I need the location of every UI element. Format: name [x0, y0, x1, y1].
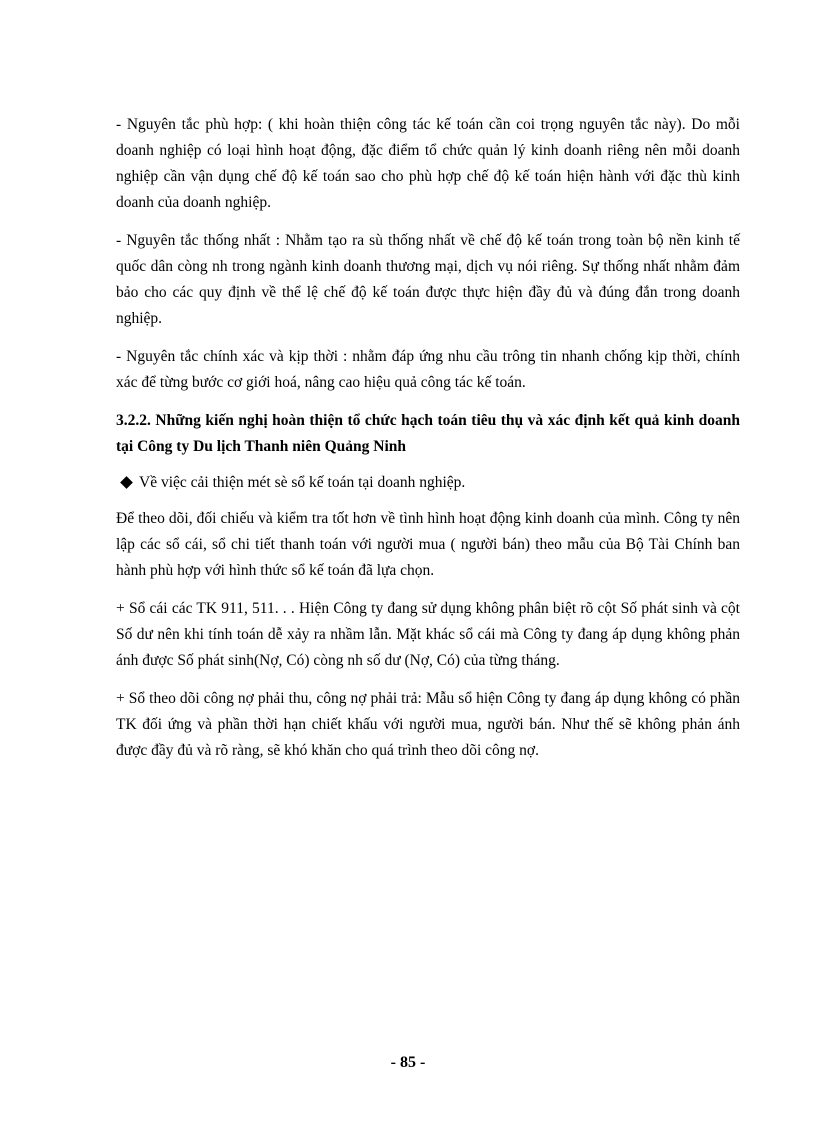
paragraph-general-ledger: + Sổ cái các TK 911, 511. . . Hiện Công ty đang sử dụng không phân biệt rõ cột Số phát sinh và cột Số dư nên khi tính toán dễ xảy ra nhầm lẫn. Mặt khác sổ cái mà Công ty đang áp dụng không phản ánh được Số phát sinh(Nợ, Có) còng nh số dư (Nợ, Có) của từng tháng. [116, 600, 740, 669]
paragraph-principle-fit: - Nguyên tắc phù hợp: ( khi hoàn thiện công tác kế toán cần coi trọng nguyên tắc này). Do mỗi doanh nghiệp có loại hình hoạt động, đặc điểm tổ chức quản lý kinh doanh riêng nên mỗi doanh nghiệp cần vận dụng chế độ kế toán sao cho phù hợp chế độ kế toán hiện hành với đặc thù kinh doanh của doanh nghiệp. [116, 116, 740, 211]
diamond-bullet-icon [120, 477, 133, 490]
paragraph-ledger-intro: Để theo dõi, đối chiếu và kiểm tra tốt hơn về tình hình hoạt động kinh doanh của mình. Công ty nên lập các sổ cái, sổ chi tiết thanh toán với người mua ( người bán) theo mẫu của Bộ Tài Chính ban hành phù hợp với hình thức sổ kế toán đã lựa chọn. [116, 510, 740, 579]
bullet-item [116, 470, 740, 496]
document-body [116, 112, 740, 776]
bullet-text: Về việc cải thiện mét sè sổ kế toán tại doanh nghiệp. [139, 474, 466, 491]
page-number: - 85 - [390, 1054, 426, 1071]
paragraph-debt-ledger: + Sổ theo dõi công nợ phải thu, công nợ phải trả: Mẫu sổ hiện Công ty đang áp dụng không có phần TK đối ứng và phần thời hạn chiết khấu với người mua, người bán. Như thế sẽ không phản ánh được đầy đủ và rõ ràng, sẽ khó khăn cho quá trình theo dõi công nợ. [116, 690, 740, 759]
paragraph-principle-uniformity: - Nguyên tắc thống nhất : Nhằm tạo ra sù thống nhất về chế độ kế toán trong toàn bộ nền kinh tế quốc dân còng nh trong ngành kinh doanh thương mại, dịch vụ nói riêng. Sự thống nhất nhằm đảm bảo cho các quy định về thể lệ chế độ kế toán được thực hiện đầy đủ và đúng đắn trong doanh nghiệp. [116, 232, 740, 327]
section-heading: 3.2.2. Những kiến nghị hoàn thiện tổ chức hạch toán tiêu thụ và xác định kết quả kinh doanh tại Công ty Du lịch Thanh niên Quảng Ninh [116, 412, 740, 455]
paragraph-principle-accuracy: - Nguyên tắc chính xác và kịp thời : nhằm đáp ứng nhu cầu trông tin nhanh chống kịp thời, chính xác để từng bước cơ giới hoá, nâng cao hiệu quả công tác kế toán. [116, 348, 740, 391]
